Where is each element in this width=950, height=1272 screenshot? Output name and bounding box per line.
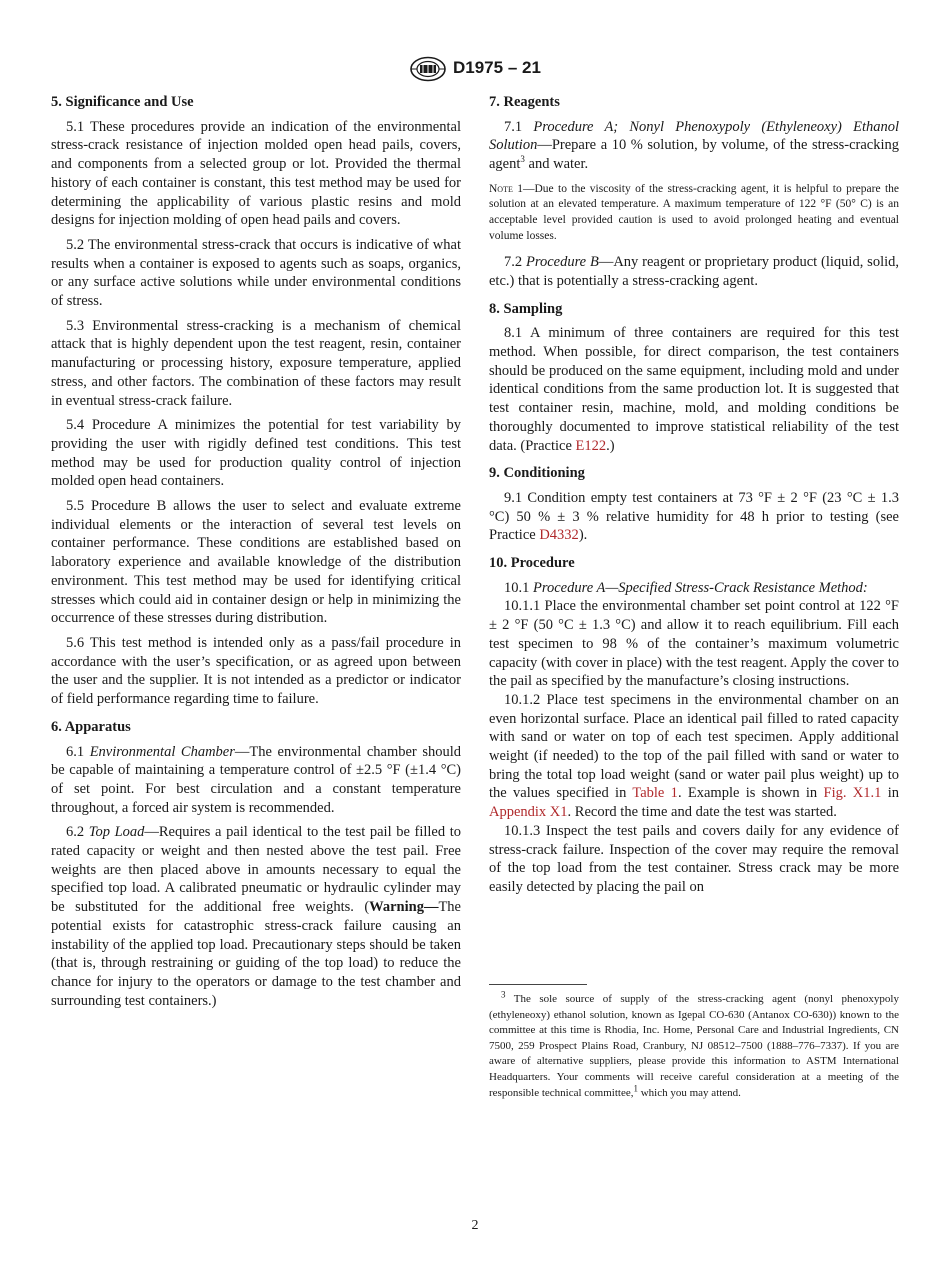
section-heading: 10. Procedure: [489, 555, 575, 572]
clause-number: 7.1: [504, 118, 534, 135]
paragraph: 10.1.1 Place the environmental chamber set point control at 122 °F ± 2 °F (50 °C ± 1.3 °C) and allow it to reach equilibrium. Fill each test specimen to 98 % of the container’s maximum volumetric capacity (with cover in place) with the test reagent. Apply the cover to the pail as specified by the manufacture’s closing instructions.: [489, 598, 899, 690]
paragraph: 10.1.3 Inspect the test pails and covers daily for any evidence of stress-crack failure. Inspection of the cover may require the removal of the top load from the test container. Stress crack may be more easily detected by placing the pail on: [489, 822, 899, 895]
practice-link-e122[interactable]: E122: [575, 437, 607, 454]
footnote-divider: [489, 984, 587, 985]
footnote-number: 3: [501, 989, 506, 1000]
clause-text: 9.1 Condition empty test containers at 73 °F ± 2 °F (23 °C ± 1.3 °C) 50 % ± 3 % relative humidity for 48 h prior to testing (see Practice: [489, 489, 899, 544]
standard-designation: D1975 – 21: [453, 58, 541, 77]
clause-term: Procedure A; Nonyl Phenoxypoly (Ethyleneoxy) Ethanol Solution: [489, 118, 899, 154]
paragraph: 5.1 These procedures provide an indication of the environmental stress-crack resistance of injection molded open head pails, covers, and components from a selected group or lot. Provided the thermal history of each container is constant, this test method may be used for determining the applicability of various plastic resins and mold designs for injection molding of open head pails and covers.: [51, 118, 461, 229]
clause-text: 8.1 A minimum of three containers are required for this test method. When possible, for direct comparison, the test containers should be produced on the same equipment, including mold and under identical conditions from the same production lot. It is suggested that test container resin, machine, mold, and molding conditions be thoroughly documented to improve statistical reliability of the test data. (Practice: [489, 325, 899, 454]
section-heading: 8. Sampling: [489, 300, 563, 317]
paragraph: [489, 691, 899, 822]
footnote-text: which you may attend.: [637, 1086, 741, 1099]
footnote-text: The sole source of supply of the stress-cracking agent (nonyl phenoxypoly (ethyleneoxy) ethanol solution, known as Igepal CO-630 (Antanox CO-630)) known to the committee at this time is Rhodia, Inc. Home, Personal Care and Industrial Ingredients, CN 7500, 259 Prospect Plains Road, Cranbury, NJ 08512–7500 (1888–776–7337). If you are aware of alternative suppliers, please provide this information to ASTM International Headquarters. Your comments will receive careful consideration at a meeting of the responsible technical committee,: [489, 993, 899, 1099]
section-heading: 5. Significance and Use: [51, 94, 194, 110]
paragraph: 5.4 Procedure A minimizes the potential for test variability by providing the user with rigidly defined test conditions. This test method may be used for production quality control of injection molded open head containers.: [51, 417, 461, 490]
figure-x1-1-link[interactable]: Fig. X1.1: [823, 785, 882, 802]
clause-text: —Any reagent or proprietary product (liquid, solid, etc.) that is potentially a stress-cracking agent.: [489, 254, 899, 289]
note-text: —Due to the viscosity of the stress-cracking agent, it is helpful to prepare the solution at an elevated temperature. A maximum temperature of 122 °F (50° C) is an acceptable level provided caution is used to avoid prolonged heating and eventual volume losses.: [489, 182, 900, 242]
note-label: Note 1: [489, 182, 523, 195]
footnote-ref[interactable]: 3: [520, 154, 525, 165]
paragraph: [489, 253, 899, 290]
left-column: [51, 93, 461, 1016]
practice-link-d4332[interactable]: D4332: [539, 527, 579, 544]
paragraph: [489, 489, 899, 545]
page-number: 2: [471, 1218, 479, 1233]
clause-text: 10.1.2 Place test specimens in the environmental chamber on an even horizontal surface. Place an identical pail filled to rated capacity with sand or water on top of each test specimen. Apply additional weight (if needed) to the top of the pail filled with sand or water to bring the total top load weight (sand or water pail plus weight) up to the values specified in: [489, 691, 899, 802]
right-column: [489, 93, 899, 897]
clause-text: . Example is shown in: [677, 785, 824, 802]
warning-label: Warning—: [369, 899, 439, 916]
section-heading: 7. Reagents: [489, 94, 560, 110]
clause-term: Environmental Chamber: [89, 743, 235, 760]
paragraph: [51, 743, 461, 818]
clause-text: The potential exists for catastrophic stress-crack failure causing an instability of the applied top load. Precautionary steps should be taken (that is, through restraining or guiding of the top load) to reduce the chance for injury to the operators or damage to the test chamber and surrounding test containers.): [51, 899, 461, 1009]
paragraph: 5.6 This test method is intended only as a pass/fail procedure in accordance with the user’s specification, or as agreed upon between the user and the supplier. It is not intended as a predictor or indicator of field performance regarding time to failure.: [51, 634, 461, 708]
paragraph: 5.2 The environmental stress-crack that occurs is indicative of what results when a container is exposed to agents such as soaps, organics, or any surface active solutions while under environmental conditions of stress.: [51, 236, 461, 310]
paragraph: 5.5 Procedure B allows the user to select and evaluate extreme individual elements or the interaction of several test levels on container performance. These conditions are established based on laboratory experience and available knowledge of the distribution environment. This test method may be used for identifying critical stresses which could aid in container design or help in minimizing the occurrence of these stresses during distribution.: [51, 498, 461, 627]
clause-text: in: [881, 785, 899, 802]
paragraph: 5.3 Environmental stress-cracking is a mechanism of chemical attack that is highly dependent upon the test reagent, resin, container manufacturing or processing history, exposure temperature, applied stress, and other factors. The combination of these factors may result in eventual stress-crack failure.: [51, 317, 461, 409]
footnote-ref[interactable]: 1: [633, 1082, 638, 1093]
clause-term: Procedure A—Specified Stress-Crack Resistance Method:: [533, 579, 868, 596]
astm-logo-icon: [409, 56, 447, 82]
footnote: [489, 989, 899, 1101]
appendix-x1-link[interactable]: Appendix X1: [489, 804, 568, 821]
table-1-link[interactable]: Table 1: [632, 785, 678, 802]
clause-text: —Requires a pail identical to the test pail be filled to rated capacity or weight and then nested above the test pail. Free weights are then placed above in amounts necessary to equal the specified top load. A calibrated pneumatic or hydraulic cylinder may be substituted for the additional free weights. (: [51, 824, 461, 916]
clause-term: Top Load: [88, 824, 145, 841]
clause-text: —Prepare a 10 % solution, by volume, of the stress-cracking agent: [489, 137, 899, 173]
clause-number: 10.1: [504, 579, 533, 596]
paragraph: [489, 118, 899, 174]
paragraph: [51, 823, 461, 1010]
paragraph: [489, 579, 899, 598]
paragraph: [489, 324, 899, 455]
section-heading: 9. Conditioning: [489, 465, 585, 482]
clause-text: —The environmental chamber should be capable of maintaining a temperature control of ±2.5 °F (±1.4 °C) of set point. For best circulation and a constant temperature throughout, a forced air system is recommended.: [51, 743, 461, 816]
section-heading: 6. Apparatus: [51, 718, 131, 735]
clause-number: 6.1: [66, 743, 90, 760]
clause-number: 6.2: [66, 824, 89, 841]
clause-text: ).: [578, 527, 588, 544]
clause-text: .): [606, 437, 615, 454]
note: [489, 182, 899, 244]
clause-number: 7.2: [504, 254, 526, 271]
clause-term: Procedure B: [525, 254, 599, 271]
clause-text: . Record the time and date the test was started.: [567, 804, 837, 821]
page-header: [0, 56, 950, 84]
clause-text: and water.: [524, 156, 589, 173]
